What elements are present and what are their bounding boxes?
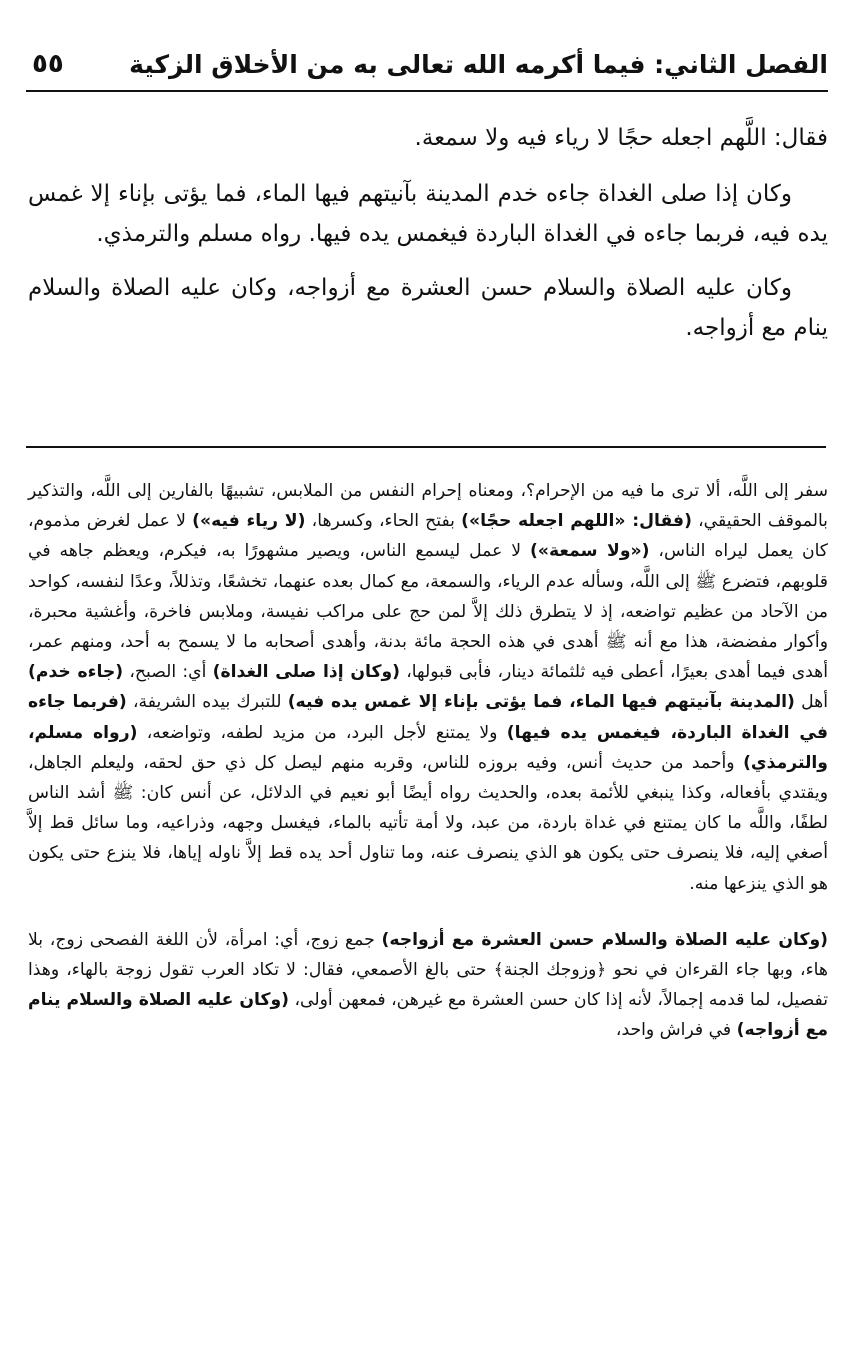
commentary-segment: في فراش واحد، xyxy=(615,1020,737,1041)
commentary-segment: ولا يمتنع لأجل البرد، من مزيد لطفه، وتواضعه، xyxy=(137,722,507,743)
quoted-text: (رواه مسلم، والترمذي) xyxy=(28,722,828,773)
section-divider xyxy=(26,446,826,448)
quoted-text: (وكان إذا صلى الغداة) xyxy=(212,662,401,683)
main-text-paragraph-3: وكان عليه الصلاة والسلام حسن العشرة مع أزواجه، وكان عليه الصلاة والسلام ينام مع أزواجه. xyxy=(28,275,828,341)
quoted-text: (وكان عليه الصلاة والسلام حسن العشرة مع أزواجه) xyxy=(381,929,828,950)
commentary-segment: أي: الصبح، xyxy=(123,662,213,683)
quoted-text: (جاءه خدم) xyxy=(28,662,124,683)
quoted-text: (المدينة بآنيتهم فيها الماء، فما يؤتى بإناء إلا غمس يده فيه) xyxy=(287,692,795,713)
commentary xyxy=(28,476,828,1046)
commentary-segment: للتبرك بيده الشريفة، xyxy=(126,692,288,713)
commentary-paragraph-2 xyxy=(28,925,828,1046)
commentary-segment: وأحمد من حديث أنس، وفيه بروزه للناس، وقربه منهم ليصل كل ذي حق لحقه، وليعلم الجاهل، ويقتدي بأفعاله، وكذا ينبغي للأئمة بعده، والحديث رواه أيضًا أبو نعيم في الدلائل، عن أنس كان: ﷺ أشد الناس لطفًا، واللَّه ما كان يمتنع في غداة باردة، من عبد، ولا أمة تأتيه بالماء، فيغسل وجهه، وذراعيه، وما سائل قط إلاَّ أصغي إليه، فلا ينصرف حتى يكون هو الذي ينصرف عنه، وما تناول أحد يده قط إلاَّ ناوله إياها، فلا ينزع حتى يكون هو الذي ينزعها منه. xyxy=(28,752,828,894)
commentary-segment: بفتح الحاء، وكسرها، xyxy=(305,511,462,532)
quoted-text: (فربما جاءه في الغداة الباردة، فيغمس يده فيها) xyxy=(28,692,829,743)
quoted-text: («ولا سمعة») xyxy=(530,541,650,562)
main-text-paragraph-1: فقال: اللَّهم اجعله حجًا لا رياء فيه ولا سمعة. xyxy=(414,125,828,151)
commentary-segment: سفر إلى اللَّه، ألا ترى ما فيه من الإحرام؟، ومعناه إحرام النفس من الملابس، تشبيهًا بالفارين إلى اللَّه، والتذكير بالموقف الحقيقي، xyxy=(28,481,828,532)
commentary-paragraph-1 xyxy=(28,476,828,899)
running-header xyxy=(26,38,828,92)
commentary-segment: جمع زوج، أي: امرأة، لأن اللغة الفصحى زوج، بلا هاء، وبها جاء القرءان في نحو ﴿وزوجك الجنة﴾ حتى بالغ الأصمعي، فقال: لا تكاد العرب تقول زوجة بالهاء، وهذا تفصيل، لما قدمه إجمالاً، لأنه إذا كان حسن العشرة مع غيرهن، فمعهن أولى، xyxy=(28,929,828,1011)
main-text xyxy=(28,118,828,362)
commentary-segment: لا عمل ليسمع الناس، ويصير مشهورًا به، فيكرم، ويعظم جاهه في قلوبهم، فتضرع ﷺ إلى اللَّه، وسأله عدم الرياء، والسمعة، مع كمال بعده عنهما، تخشعًا، وتذللاً، وعدًا لنفسه، كواحد من الآحاد من عظيم تواضعه، إذ لا يتطرق ذلك إلاَّ لمن حج على مراكب نفيسة، وملابس فاخرة، وأغشية محبرة، وأكوار مفضضة، هذا مع أنه ﷺ أهدى في هذه الحجة مائة بدنة، وأهدى أصحابه ما لا يسمح به أحد، ومنهم عمر، أهدى فيما أهدى بعيرًا، أعطى فيه ثلثمائة دينار، فأبى قبولها، xyxy=(28,541,829,683)
page-number: ٥٥ xyxy=(32,49,64,79)
commentary-segment: أهل xyxy=(794,692,828,713)
quoted-text: (فقال: «اللهم اجعله حجًا») xyxy=(461,511,692,532)
chapter-title: الفصل الثاني: فيما أكرمه الله تعالى به من الأخلاق الزكية xyxy=(129,49,828,79)
quoted-text: (لا رياء فيه») xyxy=(192,511,306,532)
quoted-text: (وكان عليه الصلاة والسلام ينام مع أزواجه) xyxy=(28,990,828,1041)
main-text-paragraph-2: وكان إذا صلى الغداة جاءه خدم المدينة بآنيتهم فيها الماء، فما يؤتى بإناء إلا غمس يده فيه، فربما جاءه في الغداة الباردة فيغمس يده فيها. رواه مسلم والترمذي. xyxy=(28,181,828,247)
commentary-segment: لا عمل لغرض مذموم، كان يعمل ليراه الناس، xyxy=(28,511,828,562)
